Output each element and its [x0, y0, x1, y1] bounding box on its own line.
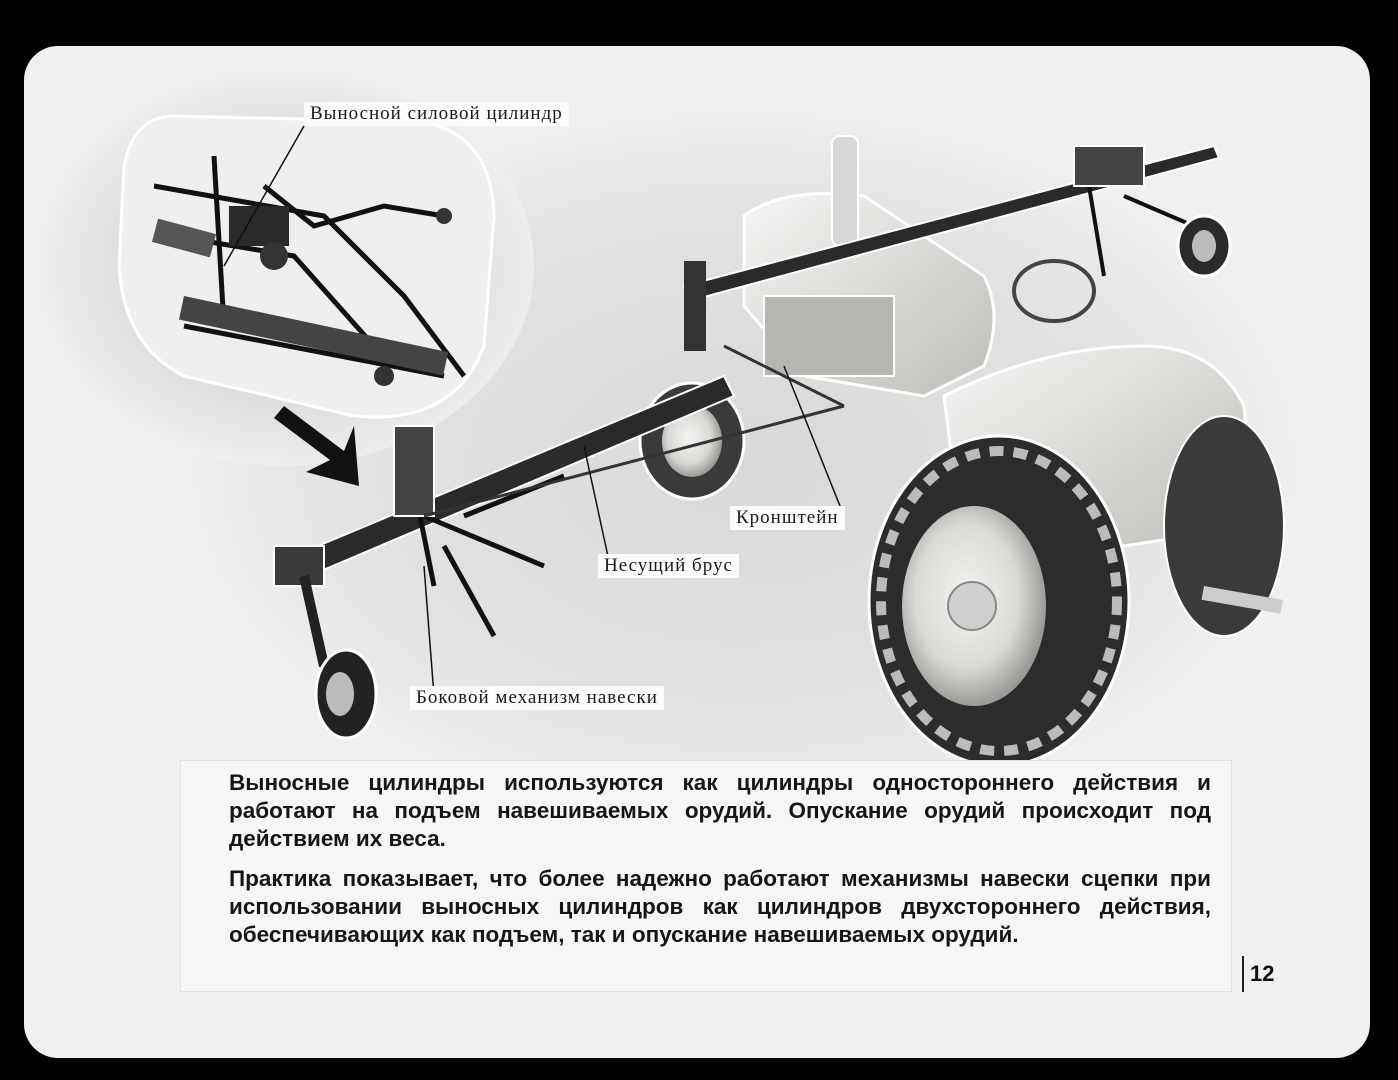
inset-cylinder-detail — [119, 116, 494, 417]
filmstrip-frame — [24, 46, 1370, 1058]
page-number: 12 — [1242, 956, 1278, 992]
caption-paragraph-1: Выносные цилиндры используются как цилиндры одностороннего действия и работают на подъем навешиваемых орудий. Опускание орудий происходит под действием их веса. — [229, 770, 1211, 851]
caption-text-box — [180, 760, 1232, 992]
label-bracket: Кронштейн — [730, 506, 845, 530]
label-carrying-beam: Несущий брус — [598, 554, 739, 578]
caption-paragraph-2: Практика показывает, что более надежно работают механизмы навески сцепки при использовании выносных цилиндров как цилиндров двухстороннего действия, обеспечивающих как подъем, так и опускание навешиваемых орудий. — [229, 866, 1211, 947]
label-remote-cylinder: Выносной силовой цилиндр — [304, 102, 569, 126]
label-side-linkage: Боковой механизм навески — [410, 686, 664, 710]
